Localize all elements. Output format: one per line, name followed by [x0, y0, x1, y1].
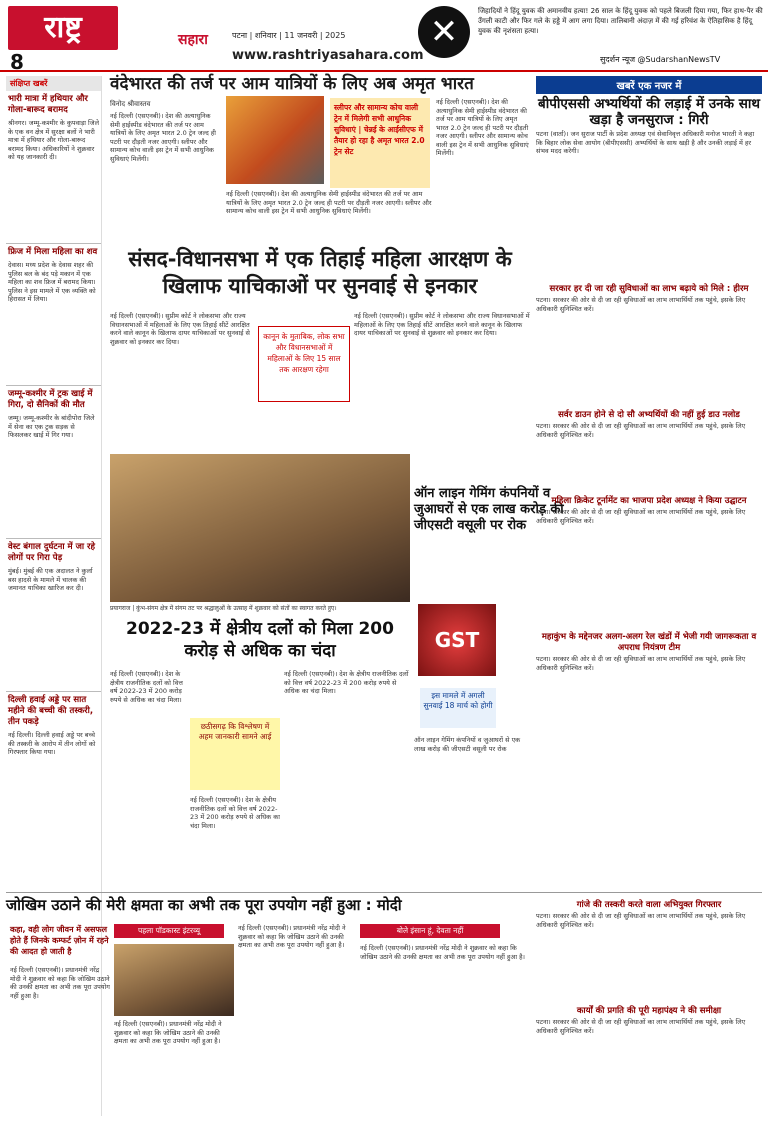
- brief-body: नई दिल्ली। दिल्ली हवाई अड्डे पर बच्चे की तस्करी के आरोप में तीन लोगों को गिरफ्तार किया गया।: [8, 731, 96, 756]
- brief-body: देवास। मध्य प्रदेश के देवास शहर की पुलिस बल के बंद पड़े मकान में एक महिला का शव फ्रिज में बरामद किया। पुलिस ने इस मामले में एक व्यक्ति को हिरासत में लिया।: [8, 261, 96, 303]
- article-body: नई दिल्ली (एसएनबी)। देश की अत्याधुनिक सेमी हाईस्पीड वंदेभारत की तर्ज पर आम यात्रियों के लिए अमृत भारत 2.0 ट्रेन जल्द ही पटरी पर दौड़ती नजर आएगी। स्लीपर और सामान्य कोच वाली इस ट्रेन में सभी आधुनिक सुविधाएं मिलेंगी।: [110, 112, 216, 163]
- left-brief-column: [6, 76, 102, 1116]
- news-subhead: कार्यों की प्रगति की पूरी महापंक्ष्य ने की समीक्षा: [576, 1006, 722, 1016]
- brief-item: [6, 389, 101, 534]
- x-logo-icon: ✕: [418, 6, 470, 58]
- brief-item: [6, 247, 101, 381]
- gst-headline: ऑन लाइन गेमिंग कंपनियों व जुआघरों से एक लाख करोड़ की जीएसटी वसूली पर रोक: [414, 486, 564, 533]
- article-body: नई दिल्ली (एसएनबी)। देश के क्षेत्रीय राजनीतिक दलों को वित्त वर्ष 2022-23 में 200 करोड़ रुपये से अधिक का चंदा मिला।: [284, 670, 409, 695]
- dateline: पटना | शनिवार | 11 जनवरी | 2025: [232, 31, 346, 40]
- news-subhead: गांजे की तस्करी करते वाला अभियुक्त गिरफ्तार: [576, 900, 722, 910]
- x-news-text: जिहादियों ने हिंदू युवक की अमानवीय हत्या! 26 साल के हिंदू युवक को पहले बिजली दिया गया, फिर हाथ-पैर की उँगली काटी और फिर गले के हड्डे में आग लगा दिया। तालिबानी अंदाज़ में की गई हरिवंश के ऐतिहासिक है हिंदू युवक की नृशंसता हत्या।: [478, 7, 763, 35]
- brief-body: मुंबई। मुंबई की एक अदालत ने कुर्ला बस हादसे के मामले में चालक की जमानत याचिका खारिज कर दी।: [8, 567, 93, 592]
- main-headline: संसद-विधानसभा में एक तिहाई महिला आरक्षण के खिलाफ याचिकाओं पर सुनवाई से इनकार: [128, 247, 512, 298]
- divider: [6, 892, 762, 893]
- news-subhead: सर्वर डाउन होने से दो सौ अभ्यर्थियों की नहीं हुई डाउ नलोड: [558, 410, 740, 420]
- brief-title: फ्रिज में मिला महिला का शव: [8, 247, 98, 257]
- news-subhead: महाकुंभ के मद्देनजर अलग-अलग रेल खंडों में भेजी गयी जागरूकता व अपराध नियंत्रण टीम: [541, 632, 757, 653]
- website-link[interactable]: www.rashtriyasahara.com: [232, 48, 424, 63]
- photo-caption: प्रयागराज | कुंभ-संगम क्षेत्र में संगम तट पर श्रद्धालुओं के उत्साह में शुक्रवार को संतों का स्वागत करते हुए।: [110, 605, 337, 612]
- news-body: पटना। सरकार की ओर से दी जा रही सुविधाओं का लाभ लाभार्थियों तक पहुंचे, इसके लिए अधिकारी सुनिश्चित करें।: [536, 422, 746, 439]
- article-body: नई दिल्ली (एसएनबी)। देश के क्षेत्रीय राजनीतिक दलों को वित्त वर्ष 2022-23 में 200 करोड़ रुपये से अधिक का चंदा मिला।: [190, 796, 280, 830]
- right-news-column: [536, 76, 762, 896]
- divider: [6, 538, 101, 539]
- donation-headline: 2022-23 में क्षेत्रीय दलों को मिला 200 करोड़ से अधिक का चंदा: [126, 619, 394, 661]
- yellow-highlight-box: छठीसगढ़ कि विश्लेषण में अहम जानकारी सामने आई: [190, 718, 280, 790]
- article-body: ऑन लाइन गेमिंग कंपनियों व जुआघरों से एक लाख करोड़ की जीएसटी वसूली पर रोक: [414, 736, 521, 753]
- pull-quote: कहा, वही लोग जीवन में असफल होते हैं जिनके कम्फर्ट ज़ोन में रहने की आदत हो जाती है: [10, 925, 109, 956]
- news-subhead: सरकार हर दी जा रही सुविधाओं का लाभ बढ़ाये को मिले : हीरम: [549, 284, 749, 294]
- brief-title: वेस्ट बंगाल दुर्घटना में जा रहे लोगों पर गिरा पेड़: [8, 542, 96, 563]
- brief-item: [6, 94, 101, 239]
- masthead: [0, 0, 768, 72]
- quote-label: बोले इंसान हूं, देवता नहीं: [360, 924, 500, 938]
- article-body: नई दिल्ली (एसएनबी)। प्रधानमंत्री नरेंद्र मोदी ने शुक्रवार को कहा कि जोखिम उठाने की उनकी क्षमता का अभी तक पूरा उपयोग नहीं हुआ है।: [10, 966, 110, 1000]
- kumbh-photo: [110, 454, 410, 602]
- modi-photo: [114, 944, 234, 1016]
- article-body: नई दिल्ली (एसएनबी)। प्रधानमंत्री नरेंद्र मोदी ने शुक्रवार को कहा कि जोखिम उठाने की उनकी क्षमता का अभी तक पूरा उपयोग नहीं हुआ है।: [114, 1020, 222, 1045]
- news-title: बीपीएससी अभ्यर्थियों की लड़ाई में उनके साथ खड़ा है जनसुराज : गिरी: [538, 96, 760, 128]
- modi-headline: जोखिम उठाने की मेरी क्षमता का अभी तक पूरा उपयोग नहीं हुआ : मोदी: [6, 896, 402, 914]
- divider: [6, 691, 101, 692]
- newspaper-logo: राष्ट्र: [8, 6, 118, 50]
- brief-body: श्रीनगर। जम्मू-कश्मीर के कुपवाड़ा जिले के एक वन क्षेत्र में सुरक्षा बलों ने भारी मात्रा में हथियार और गोला-बारूद बरामद किया। अधिकारियों ने शुक्रवार को यह जानकारी दी।: [8, 119, 99, 161]
- news-subhead: महिला क्रिकेट टूर्नामेंट का भाजपा प्रदेश अध्यक्ष ने किया उद्घाटन: [551, 496, 747, 506]
- brief-item: [6, 695, 101, 811]
- podcast-label: पहला पॉडकास्ट इंटरव्यू: [114, 924, 224, 938]
- brief-title: जम्मू-कश्मीर में ट्रक खाई में गिरा, दो सैनिकों की मौत: [8, 389, 93, 410]
- news-body: पटना (वार्ता)। जन सुराज पार्टी के प्रदेश अध्यक्ष एवं सेवानिवृत्त अधिकारी मनोज भारती ने कहा कि बिहार लोक सेवा आयोग (बीपीएससी) अभ्यर्थियों के साथ खड़ी है और उनकी लड़ाई में हर संभव मदद करेगी।: [536, 130, 755, 155]
- news-body: पटना। सरकार की ओर से दी जा रही सुविधाओं का लाभ लाभार्थियों तक पहुंचे, इसके लिए अधिकारी सुनिश्चित करें।: [536, 655, 746, 672]
- brief-title: दिल्ली हवाई अड्डे पर सात महीने की बच्ची की तस्करी, तीन पकड़े: [8, 695, 94, 727]
- byline: विनोद श्रीवास्तव: [110, 100, 151, 108]
- article-body: नई दिल्ली (एसएनबी)। देश की अत्याधुनिक सेमी हाईस्पीड वंदेभारत की तर्ज पर आम यात्रियों के लिए अमृत भारत 2.0 ट्रेन जल्द ही पटरी पर दौड़ती नजर आएगी। स्लीपर और सामान्य कोच वाली इस ट्रेन में सभी आधुनिक सुविधाएं मिलेंगी।: [436, 98, 529, 157]
- divider: [6, 243, 101, 244]
- article-body: नई दिल्ली (एसएनबी)। प्रधानमंत्री नरेंद्र मोदी ने शुक्रवार को कहा कि जोखिम उठाने की उनकी क्षमता का अभी तक पूरा उपयोग नहीं हुआ है।: [360, 944, 526, 961]
- news-body: पटना। सरकार की ओर से दी जा रही सुविधाओं का लाभ लाभार्थियों तक पहुंचे, इसके लिए अधिकारी सुनिश्चित करें।: [536, 296, 746, 313]
- section-header: खबरें एक नजर में: [536, 76, 762, 94]
- right-bottom-news: [536, 896, 762, 1118]
- train-photo: [226, 96, 324, 184]
- article-body: नई दिल्ली (एसएनबी)। देश के क्षेत्रीय राजनीतिक दलों को वित्त वर्ष 2022-23 में 200 करोड़ रुपये से अधिक का चंदा मिला।: [110, 670, 183, 704]
- news-body: पटना। सरकार की ओर से दी जा रही सुविधाओं का लाभ लाभार्थियों तक पहुंचे, इसके लिए अधिकारी सुनिश्चित करें।: [536, 508, 746, 525]
- brand-name: सहारा: [178, 32, 208, 48]
- x-handle: सुदर्शन न्यूज @SudarshanNewsTV: [600, 55, 721, 64]
- lead-headline: वंदेभारत की तर्ज पर आम यात्रियों के लिए अब अमृत भारत: [110, 74, 474, 94]
- gst-info-box: इस मामले में अगली सुनवाई 18 मार्च को होगी: [420, 688, 496, 728]
- gst-image: GST: [418, 604, 496, 676]
- article-body: नई दिल्ली (एसएनबी)। देश की अत्याधुनिक सेमी हाईस्पीड वंदेभारत की तर्ज पर आम यात्रियों के लिए अमृत भारत 2.0 ट्रेन जल्द ही पटरी पर दौड़ती नजर आएगी। स्लीपर और सामान्य कोच वाली इस ट्रेन में सभी आधुनिक सुविधाएं मिलेंगी।: [226, 190, 432, 215]
- section-header: संक्षिप्त खबरें: [6, 76, 101, 91]
- news-body: पटना। सरकार की ओर से दी जा रही सुविधाओं का लाभ लाभार्थियों तक पहुंचे, इसके लिए अधिकारी सुनिश्चित करें।: [536, 912, 746, 929]
- article-body: नई दिल्ली (एसएनबी)। प्रधानमंत्री नरेंद्र मोदी ने शुक्रवार को कहा कि जोखिम उठाने की उनकी क्षमता का अभी तक पूरा उपयोग नहीं हुआ है।: [238, 924, 346, 949]
- brief-body: जम्मू। जम्मू-कश्मीर के बांदीपोरा जिले में सेना का एक ट्रक सड़क से फिसलकर खाई में गिर गया।: [8, 414, 95, 439]
- highlight-box: स्लीपर और सामान्य कोच वाली ट्रेन में मिलेगी सभी आधुनिक सुविधाएं | चेन्नई के आईसीएफ में तैयार हो रहा है अमृत भारत 2.0 ट्रेन सेट: [330, 98, 430, 188]
- news-body: पटना। सरकार की ओर से दी जा रही सुविधाओं का लाभ लाभार्थियों तक पहुंचे, इसके लिए अधिकारी सुनिश्चित करें।: [536, 1018, 746, 1035]
- brief-title: भारी मात्रा में हथियार और गोला-बारूद बरामद: [8, 94, 88, 115]
- divider: [6, 385, 101, 386]
- pull-quote-box: कानून के मुताबिक, लोक सभा और विधानसभाओं में महिलाओं के लिए 15 साल तक आरक्षण रहेगा: [258, 326, 350, 402]
- article-body: नई दिल्ली (एसएनबी)। सुप्रीम कोर्ट ने लोकसभा और राज्य विधानसभाओं में महिलाओं के लिए एक तिहाई सीटें आरक्षित करने वाले कानून के खिलाफ दायर याचिकाओं पर सुनवाई से शुक्रवार को इनकार कर दिया।: [110, 312, 250, 346]
- article-body: नई दिल्ली (एसएनबी)। सुप्रीम कोर्ट ने लोकसभा और राज्य विधानसभाओं में महिलाओं के लिए एक तिहाई सीटें आरक्षित करने वाले कानून के खिलाफ दायर याचिकाओं पर सुनवाई से शुक्रवार को इनकार कर दिया।: [354, 312, 530, 337]
- brief-item: [6, 542, 101, 687]
- page-number: 8: [10, 50, 24, 74]
